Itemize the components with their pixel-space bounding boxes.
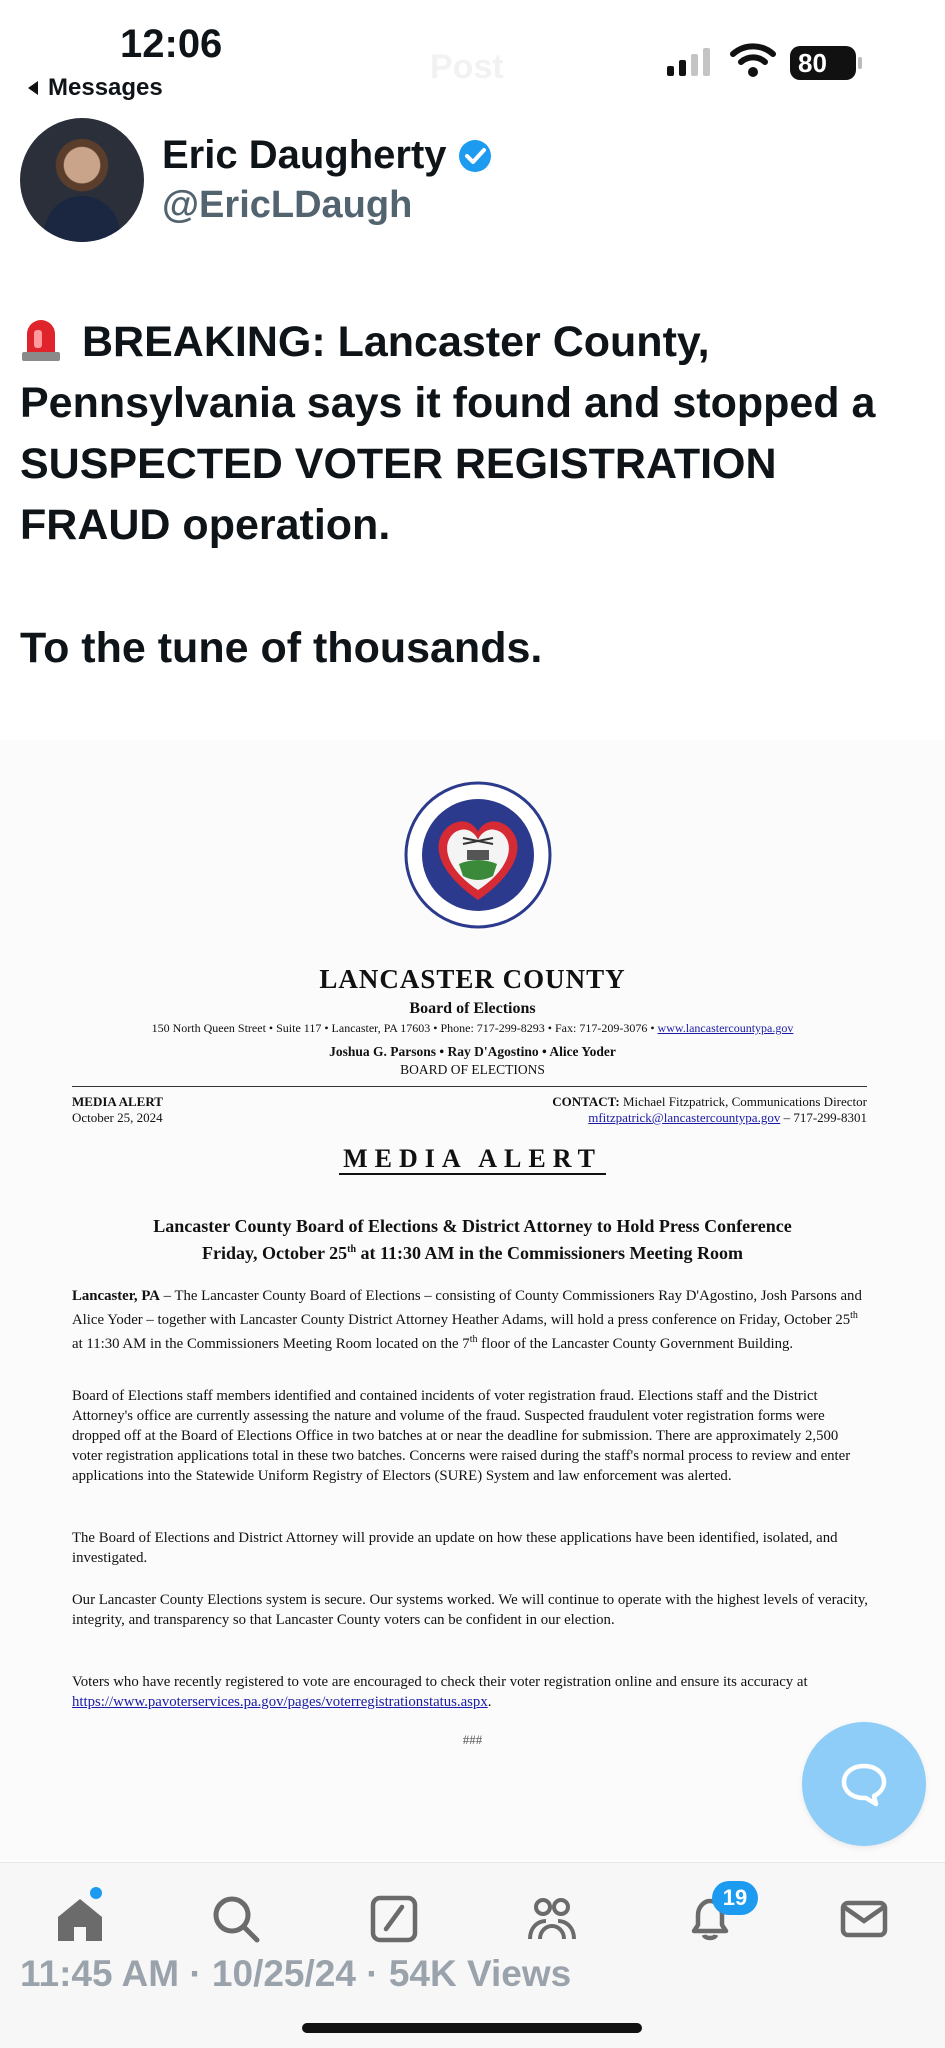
tweet-text-line2: To the tune of thousands. [20, 624, 543, 672]
headline-line2-a: Friday, October 25 [201, 1243, 348, 1263]
paragraph-4: Our Lancaster County Elections system is secure. Our systems worked. We will continue to operate with the highest levels of veracity, integrity, and transparency so that Lancaster County voters can be confident in our election. [72, 1592, 868, 1628]
faded-page-title: Post [430, 48, 504, 86]
voter-registration-link[interactable]: https://www.pavoterservices.pa.gov/pages/voterregistrationstatus.aspx [72, 1694, 488, 1710]
paragraph-3: The Board of Elections and District Attorney will provide an update on how these applications have been identified, isolated, and investigated. [72, 1530, 838, 1566]
headline-line2-b: at 11:30 AM in the Commissioners Meeting Room [356, 1243, 744, 1263]
contact-email-link[interactable]: mfitzpatrick@lancastercountypa.gov [588, 1110, 781, 1125]
county-seal-icon [397, 780, 559, 930]
end-mark: ### [462, 1732, 483, 1747]
paragraph-1-sup-1: th [850, 1310, 858, 1321]
paragraph-1 [72, 1286, 872, 1354]
tweet-text [20, 312, 925, 556]
contact-label: CONTACT: [552, 1094, 620, 1109]
paragraph-1-sup-2: th [469, 1333, 478, 1345]
alert-info [72, 1094, 163, 1126]
paragraph-2: Board of Elections staff members identified and contained incidents of voter registration fraud. Elections staff and the District Attorney's office are currently assessing the nature and volume of the fraud. Suspected fraudulent voter registration forms were dropped off at the Board of Elections Office in two batches at or near the deadline for submission. There are approximately 2,500 voter registration applications total in these two batches. Concerns were raised during the staff's normal process to review and enter applications into the Statewide Uniform Registry of Electors (SURE) System and law enforcement was alerted. [72, 1388, 851, 1484]
messages-envelope-icon[interactable] [838, 1893, 890, 1945]
paragraph-5-end: . [487, 1694, 492, 1710]
reply-button[interactable] [802, 1722, 926, 1846]
battery-level: 80 [798, 47, 827, 78]
verified-badge-icon [457, 138, 493, 174]
status-bar [0, 0, 945, 110]
wifi-icon [730, 42, 776, 78]
media-alert-heading [0, 1144, 945, 1174]
paragraph-5-text: Voters who have recently registered to vote are encouraged to check their voter registration online and ensure its accuracy at [72, 1674, 808, 1690]
headline-line2-sup: th [347, 1244, 357, 1255]
communities-icon[interactable] [526, 1893, 578, 1945]
author-handle[interactable]: @EricLDaugh [162, 184, 413, 226]
author-name[interactable]: Eric Daugherty [162, 133, 447, 177]
status-time: 12:06 [120, 22, 223, 66]
home-icon[interactable] [54, 1893, 106, 1945]
paragraph-1-text-b: at 11:30 AM in the Commissioners Meeting Room located on the 7 [72, 1335, 470, 1352]
board-name: Board of Elections [409, 1000, 536, 1017]
home-indicator[interactable] [302, 2023, 642, 2033]
back-to-messages-button[interactable] [26, 74, 163, 102]
siren-emoji-icon [20, 316, 62, 362]
tweet-body: BREAKING: Lancaster County, Pennsylvania says it found and stopped a SUSPECTED VOTER REGISTRATION FRAUD operation. [20, 318, 876, 549]
contact-phone: – 717-299-8301 [783, 1110, 867, 1125]
headline [0, 1214, 945, 1265]
back-label: Messages [48, 74, 163, 101]
alert-label: MEDIA ALERT [72, 1094, 163, 1109]
website-link[interactable]: www.lancastercountypa.gov [657, 1021, 794, 1035]
tweet-author[interactable] [20, 118, 493, 242]
contact-name: Michael Fitzpatrick, Communications Director [622, 1094, 867, 1109]
board-subtitle: BOARD OF ELECTIONS [400, 1062, 545, 1077]
search-icon[interactable] [210, 1893, 262, 1945]
address-line [0, 1021, 945, 1036]
cellular-signal-icon [667, 48, 710, 76]
compose-icon[interactable] [368, 1893, 420, 1945]
bottom-nav [0, 1862, 945, 2048]
contact-info [552, 1094, 867, 1126]
back-triangle-icon [26, 80, 40, 96]
alert-date: October 25, 2024 [72, 1110, 163, 1125]
paragraph-1-text-a: – The Lancaster County Board of Elections – consisting of County Commissioners Ray D'Agostino, Josh Parsons and Alice Yoder – together with Lancaster County District Attorney Heather Adams, will hold a press conference on Friday, October 25 [72, 1288, 862, 1328]
press-release-image[interactable] [0, 740, 945, 1860]
paragraph-1-text-c: floor of the Lancaster County Government Building. [477, 1335, 794, 1352]
divider [72, 1086, 867, 1087]
media-alert-text: MEDIA ALERT [339, 1144, 606, 1175]
dateline: Lancaster, PA [72, 1288, 160, 1304]
notifications-badge: 19 [712, 1881, 758, 1915]
avatar[interactable] [20, 118, 144, 242]
chat-bubble-icon [838, 1758, 890, 1810]
address-text: 150 North Queen Street • Suite 117 • Lancaster, PA 17603 • Phone: 717-299-8293 • Fax: 717-209-3076 • [151, 1021, 655, 1035]
post-timestamp-views: 11:45 AM · 10/25/24 · 54K Views [20, 1953, 572, 1994]
battery-icon [790, 46, 856, 80]
headline-line1: Lancaster County Board of Elections & District Attorney to Hold Press Conference [153, 1216, 792, 1236]
board-members: Joshua G. Parsons • Ray D'Agostino • Alice Yoder [329, 1044, 616, 1059]
county-name: LANCASTER COUNTY [319, 964, 626, 994]
paragraph-5 [72, 1672, 872, 1712]
